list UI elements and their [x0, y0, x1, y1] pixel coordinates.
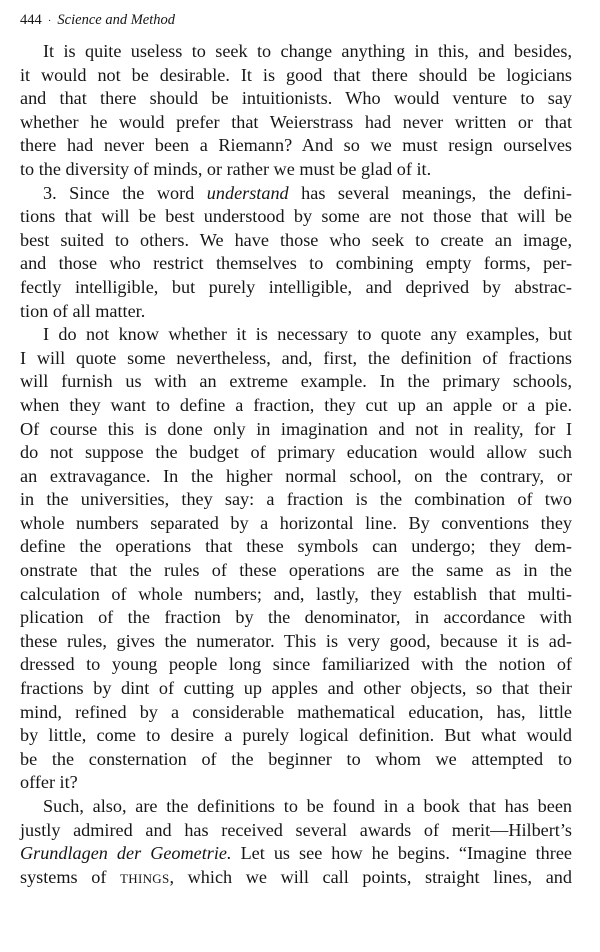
text-line — [20, 465, 572, 489]
text-run: by little, come to desire a purely logical definition. But what would — [20, 725, 572, 746]
text-line — [20, 158, 572, 182]
text-run: It is quite useless to seek to change anything in this, and besides, — [43, 41, 572, 61]
text-run: offer it? — [20, 772, 78, 793]
text-run: fractions by dint of cutting up apples and other objects, so that their — [20, 678, 572, 699]
text-run: define the operations that these symbols can undergo; they dem- — [20, 536, 572, 557]
text-run: mind, refined by a considerable mathematical education, has, little — [20, 701, 572, 722]
text-run: justly admired and has received several awards of merit—Hilbert’s — [20, 819, 572, 840]
text-line — [20, 300, 572, 324]
text-run: has several meanings, the defini- — [288, 182, 572, 203]
text-line — [20, 488, 572, 512]
paragraph — [20, 40, 572, 182]
text-line — [20, 677, 572, 701]
text-line — [20, 276, 572, 300]
text-run: whether he would prefer that Weierstrass had never written or that — [20, 111, 572, 132]
text-run: I do not know whether it is necessary to quote any examples, but — [43, 324, 572, 345]
text-line — [20, 559, 572, 583]
text-run: dressed to young people long since familiarized with the notion of — [20, 654, 572, 675]
text-line — [20, 724, 572, 748]
text-line — [20, 418, 572, 442]
text-line — [20, 606, 572, 630]
page-number: 444 — [20, 12, 42, 28]
text-run: Let us see how he begins. “Imagine three — [231, 843, 572, 864]
text-line — [20, 819, 572, 843]
text-line — [20, 701, 572, 725]
text-line — [20, 748, 572, 772]
text-run: in the universities, they say: a fraction is the combination of two — [20, 489, 572, 510]
text-line — [20, 535, 572, 559]
text-line — [20, 323, 572, 347]
text-run: be the consternation of the beginner to whom we attempted to — [20, 748, 572, 769]
text-line — [20, 866, 572, 890]
text-line — [20, 512, 572, 536]
text-run: tions that will be best understood by some are not those that will be — [20, 206, 572, 227]
text-run: plication of the fraction by the denominator, in accordance with — [20, 607, 572, 628]
running-head — [20, 10, 572, 40]
text-run: onstrate that the rules of these operations are the same as in the — [20, 560, 572, 581]
text-line — [20, 252, 572, 276]
text-line — [20, 771, 572, 795]
italic-text: Grundlagen der Geometrie. — [20, 843, 232, 864]
text-run: Such, also, are the definitions to be found in a book that has been — [43, 796, 572, 816]
text-line — [20, 370, 572, 394]
text-line — [20, 394, 572, 418]
text-line — [20, 87, 572, 111]
text-line — [20, 182, 572, 206]
paragraph — [20, 795, 572, 889]
small-caps-text: things — [120, 866, 170, 887]
text-run: whole numbers separated by a horizontal line. By conventions they — [20, 512, 572, 533]
text-run: best suited to others. We have those who seek to create an image, — [20, 229, 572, 250]
book-title: Science and Method — [57, 12, 175, 28]
text-run: and those who restrict themselves to combining empty forms, per- — [20, 253, 572, 274]
text-run: to the diversity of minds, or rather we must be glad of it. — [20, 158, 432, 179]
body-text — [20, 40, 572, 889]
text-line — [20, 630, 572, 654]
text-line — [20, 795, 572, 819]
text-run: these rules, gives the numerator. This is very good, because it is ad- — [20, 630, 572, 651]
text-line — [20, 583, 572, 607]
text-run: there had never been a Riemann? And so we must resign ourselves — [20, 135, 572, 156]
text-run: fectly intelligible, but purely intelligible, and deprived by abstrac- — [20, 276, 572, 297]
header-separator: · — [47, 15, 52, 27]
text-line — [20, 64, 572, 88]
text-run: will furnish us with an extreme example. In the primary schools, — [20, 371, 572, 392]
text-run: , which we will call points, straight lines, and — [169, 866, 572, 887]
text-line — [20, 111, 572, 135]
text-line — [20, 40, 572, 64]
paragraph — [20, 182, 572, 324]
text-run: when they want to define a fraction, they cut up an apple or a pie. — [20, 394, 572, 415]
text-run: tion of all matter. — [20, 300, 146, 321]
text-run: Of course this is done only in imagination and not in reality, for I — [20, 418, 572, 439]
text-line — [20, 134, 572, 158]
text-run: do not suppose the budget of primary education would allow such — [20, 442, 572, 463]
text-run: and that there should be intuitionists. Who would venture to say — [20, 88, 572, 109]
text-line — [20, 842, 572, 866]
text-run: systems of — [20, 866, 121, 887]
text-run: 3. Since the word — [43, 182, 207, 203]
text-line — [20, 441, 572, 465]
text-line — [20, 205, 572, 229]
text-line — [20, 347, 572, 371]
text-line — [20, 229, 572, 253]
text-line — [20, 653, 572, 677]
book-page — [20, 10, 572, 889]
text-run: I will quote some nevertheless, and, first, the definition of fractions — [20, 347, 572, 368]
italic-text: understand — [206, 182, 289, 203]
paragraph — [20, 323, 572, 795]
text-run: calculation of whole numbers; and, lastly, they establish that multi- — [20, 583, 572, 604]
text-run: an extravagance. In the higher normal school, on the contrary, or — [20, 465, 572, 486]
text-run: it would not be desirable. It is good that there should be logicians — [20, 64, 572, 85]
